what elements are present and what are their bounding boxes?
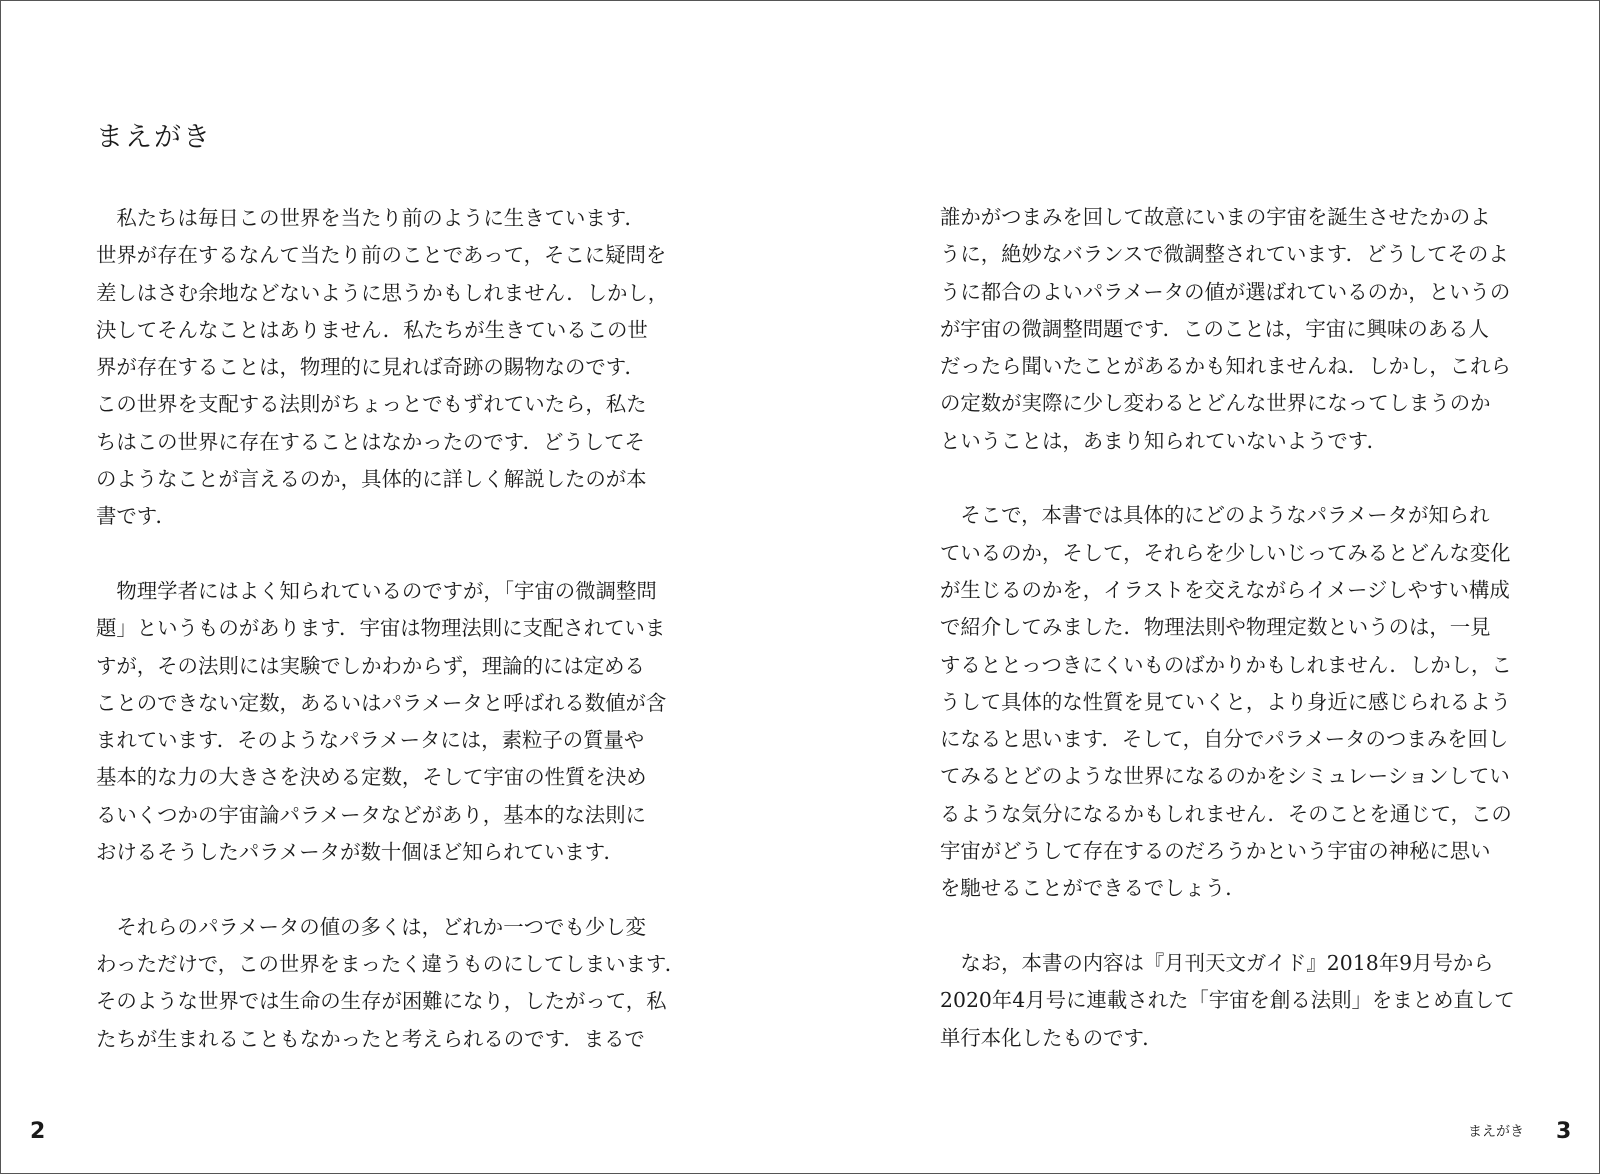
text-line: それらのパラメータの値の多くは，どれか一つでも少し変 (96, 914, 646, 939)
text-line: るいくつかの宇宙論パラメータなどがあり，基本的な法則に (96, 802, 646, 827)
text-line: 決してそんなことはありません．私たちが生きているこの世 (96, 317, 648, 342)
page-number-left: 2 (30, 1119, 46, 1144)
text-line: ことのできない定数，あるいはパラメータと呼ばれる数値が含 (96, 690, 667, 715)
text-line: 世界が存在するなんて当たり前のことであって，そこに疑問を (96, 243, 667, 268)
text-line: が生じるのかを，イラストを交えながらイメージしやすい構成 (940, 577, 1510, 602)
text-line: この世界を支配する法則がちょっとでもずれていたら，私た (96, 392, 647, 417)
text-line: 誰かがつまみを回して故意にいまの宇宙を誕生させたかのよ (940, 205, 1491, 229)
text-line: が宇宙の微調整問題です．このことは，宇宙に興味のある人 (940, 316, 1489, 341)
text-line: になると思います．そして，自分でパラメータのつまみを回し (940, 727, 1509, 752)
text-line: るような気分になるかもしれません．そのことを通じて，この (940, 801, 1512, 826)
running-head: まえがき (1468, 1124, 1524, 1140)
paragraph (940, 945, 1530, 1057)
text-line: おけるそうしたパラメータが数十個ほど知られています． (96, 840, 624, 865)
paragraph (96, 200, 686, 536)
text-line: 単行本化したものです． (940, 1025, 1163, 1050)
text-line: するととっつきにくいものばかりかもしれません．しかし，こ (940, 652, 1512, 677)
text-line: うに都合のよいパラメータの値が選ばれているのか，というの (940, 279, 1511, 304)
text-line: ちはこの世界に存在することはなかったのです．どうしてそ (96, 429, 645, 454)
text-line: 差しはさむ余地などないように思うかもしれません．しかし， (96, 280, 669, 305)
text-line: の定数が実際に少し変わるとどんな世界になってしまうのか (940, 391, 1491, 416)
text-line: うして具体的な性質を見ていくと，より身近に感じられるよう (940, 689, 1511, 714)
text-line: すが，その法則には実験でしかわからず，理論的には定める (96, 653, 645, 678)
text-line: ているのか，そして，それらを少しいじってみるとどんな変化 (940, 540, 1511, 565)
left-page-body (96, 200, 686, 1058)
text-line: わっただけで，この世界をまったく違うものにしてしまいます． (96, 951, 686, 976)
right-page-body (940, 199, 1530, 1057)
paragraph (940, 199, 1530, 460)
text-line: を馳せることができるでしょう． (940, 876, 1246, 901)
text-line: まれています．そのようなパラメータには，素粒子の質量や (96, 728, 645, 753)
text-line: なお，本書の内容は『月刊天文ガイド』2018年9月号から (940, 950, 1494, 975)
text-line: 2020年4月号に連載された「宇宙を創る法則」をまとめ直して (940, 988, 1515, 1013)
text-line: 宇宙がどうして存在するのだろうかという宇宙の神秘に思い (940, 839, 1491, 864)
text-line: 書です． (96, 504, 176, 529)
page-number-right: 3 (1556, 1119, 1572, 1144)
text-line: のようなことが言えるのか，具体的に詳しく解説したのが本 (96, 467, 647, 492)
text-line: で紹介してみました．物理法則や物理定数というのは，一見 (940, 615, 1491, 640)
text-line: そのような世界では生命の生存が困難になり，したがって，私 (96, 989, 667, 1014)
text-line: ということは，あまり知られていないようです． (940, 428, 1387, 453)
text-line: 物理学者にはよく知られているのですが，「宇宙の微調整問 (96, 578, 657, 603)
page-title: まえがき (96, 122, 212, 153)
paragraph (96, 573, 686, 871)
paragraph (940, 497, 1530, 907)
text-line: そこで，本書では具体的にどのようなパラメータが知られ (940, 503, 1490, 528)
paragraph (96, 909, 686, 1058)
text-line: 題」というものがあります．宇宙は物理法則に支配されていま (96, 616, 666, 641)
text-line: たちが生まれることもなかったと考えられるのです．まるで (96, 1026, 645, 1051)
text-line: 基本的な力の大きさを決める定数，そして宇宙の性質を決め (96, 765, 647, 790)
text-line: だったら聞いたことがあるかも知れませんね．しかし，これら (940, 354, 1511, 379)
text-line: 私たちは毎日この世界を当たり前のように生きています． (96, 206, 645, 230)
text-line: てみるとどのような世界になるのかをシミュレーションしてい (940, 764, 1510, 789)
text-line: うに，絶妙なバランスで微調整されています．どうしてそのよ (940, 242, 1509, 267)
text-line: 界が存在することは，物理的に見れば奇跡の賜物なのです． (96, 355, 645, 380)
